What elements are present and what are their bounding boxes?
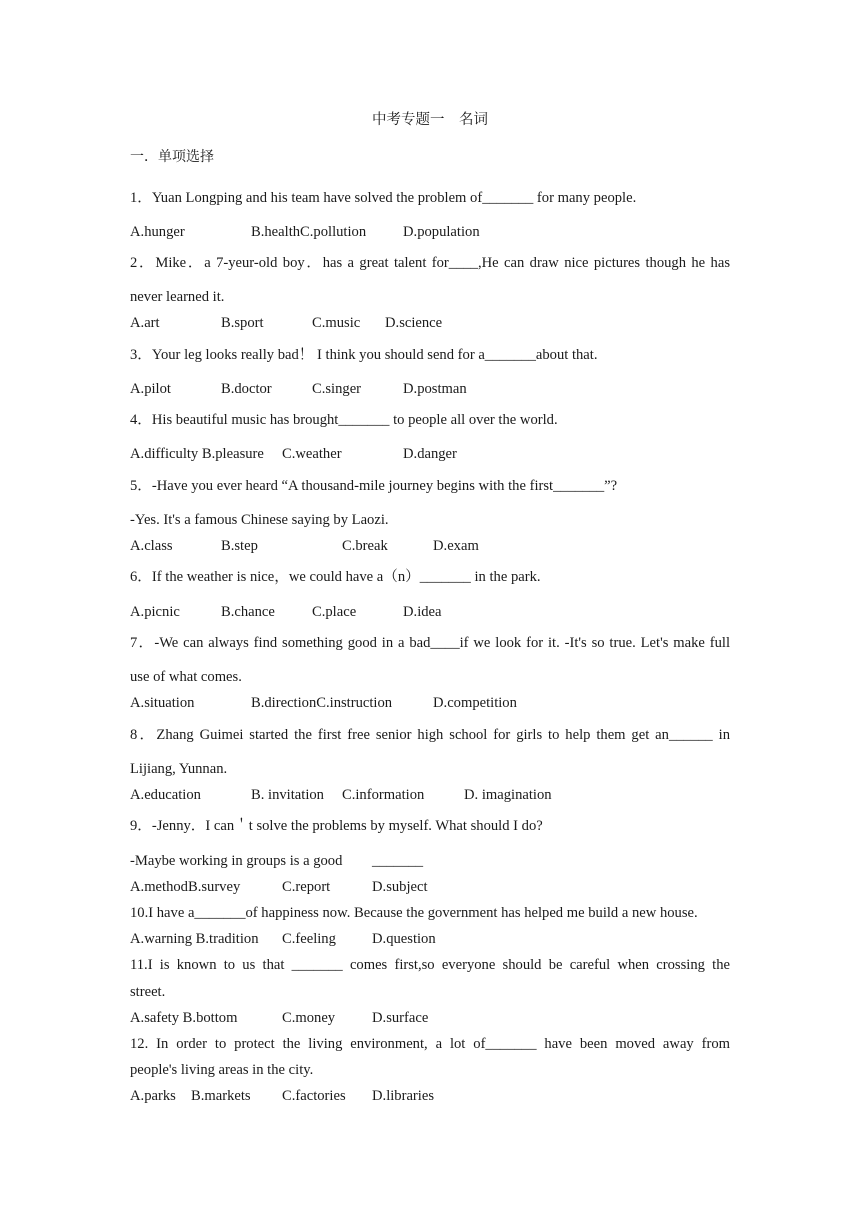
q6-option: B.chance — [221, 604, 275, 620]
question-12-stem: 12. In order to protect the living environment, a lot of_______ have been moved away from — [130, 1036, 730, 1052]
q1-option: B.healthC.pollution — [251, 224, 367, 240]
q6-option: A.picnic — [130, 604, 180, 620]
q6-option: C.place — [312, 604, 357, 620]
q3-option: A.pilot — [130, 381, 171, 397]
question-3-stem: 3．Your leg looks really bad！ I think you should send for a_______about that. — [130, 347, 598, 363]
q11-option: C.money — [282, 1010, 336, 1026]
question-8-stem-cont: Lijiang, Yunnan. — [130, 761, 228, 777]
q9-option: D.subject — [372, 879, 428, 895]
q10-option: D.question — [372, 931, 436, 947]
q3-option: B.doctor — [221, 381, 272, 397]
q7-option: D.competition — [433, 695, 517, 711]
question-9-stem-cont: -Maybe working in groups is a good — [130, 853, 343, 869]
q1-option: D.population — [403, 224, 480, 240]
q12-option: A.parks — [130, 1088, 176, 1104]
q2-option: A.art — [130, 315, 160, 331]
q8-option: A.education — [130, 787, 201, 803]
q12-option: B.markets — [191, 1088, 251, 1104]
question-11-stem: 11.I is known to us that _______ comes first,so everyone should be careful when crossing the — [130, 957, 730, 973]
question-4-stem: 4．His beautiful music has brought_______ to people all over the world. — [130, 412, 558, 428]
q8-option: C.information — [342, 787, 425, 803]
q4-option: A.difficulty B.pleasure — [130, 446, 264, 462]
question-7-stem: 7．-We can always find something good in a bad____if we look for it. -It's so true. Let's make full — [130, 635, 730, 651]
question-11-stem-cont: street. — [130, 984, 166, 1000]
q9-option: C.report — [282, 879, 331, 895]
question-9-stem: 9．-Jenny．I can＇t solve the problems by myself. What should I do? — [130, 818, 543, 834]
q8-option: B. invitation — [251, 787, 324, 803]
q9-option: A.methodB.survey — [130, 879, 241, 895]
question-5-stem: 5．-Have you ever heard “A thousand-mile journey begins with the first_______”? — [130, 478, 618, 494]
q2-option: D.science — [385, 315, 443, 331]
question-5-stem-cont: -Yes. It's a famous Chinese saying by Laozi. — [130, 512, 389, 528]
q5-option: D.exam — [433, 538, 479, 554]
q11-option: A.safety B.bottom — [130, 1010, 238, 1026]
q1-option: A.hunger — [130, 224, 185, 240]
section-heading: 一．单项选择 — [130, 149, 214, 165]
question-2-stem: 2．Mike．a 7-yeur-old boy．has a great talent for____,He can draw nice pictures though he has — [130, 255, 730, 271]
q8-option: D. imagination — [464, 787, 552, 803]
q6-option: D.idea — [403, 604, 442, 620]
q2-option: C.music — [312, 315, 361, 331]
question-2-stem-cont: never learned it. — [130, 289, 225, 305]
q3-option: D.postman — [403, 381, 467, 397]
question-6-stem: 6．If the weather is nice，we could have a（n）_______ in the park. — [130, 569, 541, 585]
q7-option: B.directionC.instruction — [251, 695, 393, 711]
q5-option: A.class — [130, 538, 173, 554]
q12-option: D.libraries — [372, 1088, 435, 1104]
q11-option: D.surface — [372, 1010, 429, 1026]
q4-option: C.weather — [282, 446, 342, 462]
question-1-stem: 1．Yuan Longping and his team have solved the problem of_______ for many people. — [130, 190, 637, 206]
question-7-stem-cont: use of what comes. — [130, 669, 242, 685]
q5-option: B.step — [221, 538, 258, 554]
q3-option: C.singer — [312, 381, 362, 397]
q4-option: D.danger — [403, 446, 457, 462]
q7-option: A.situation — [130, 695, 195, 711]
q10-option: C.feeling — [282, 931, 336, 947]
question-8-stem: 8．Zhang Guimei started the first free senior high school for girls to help them get an______ in — [130, 727, 730, 743]
question-12-stem-cont: people's living areas in the city. — [130, 1062, 314, 1078]
q12-option: C.factories — [282, 1088, 346, 1104]
q10-option: A.warning B.tradition — [130, 931, 259, 947]
q2-option: B.sport — [221, 315, 264, 331]
question-10-stem: 10.I have a_______of happiness now. Because the government has helped me build a new house. — [130, 905, 698, 921]
q9-blank: _______ — [372, 853, 424, 869]
q5-option: C.break — [342, 538, 388, 554]
page-title: 中考专题一 名词 — [372, 112, 488, 128]
